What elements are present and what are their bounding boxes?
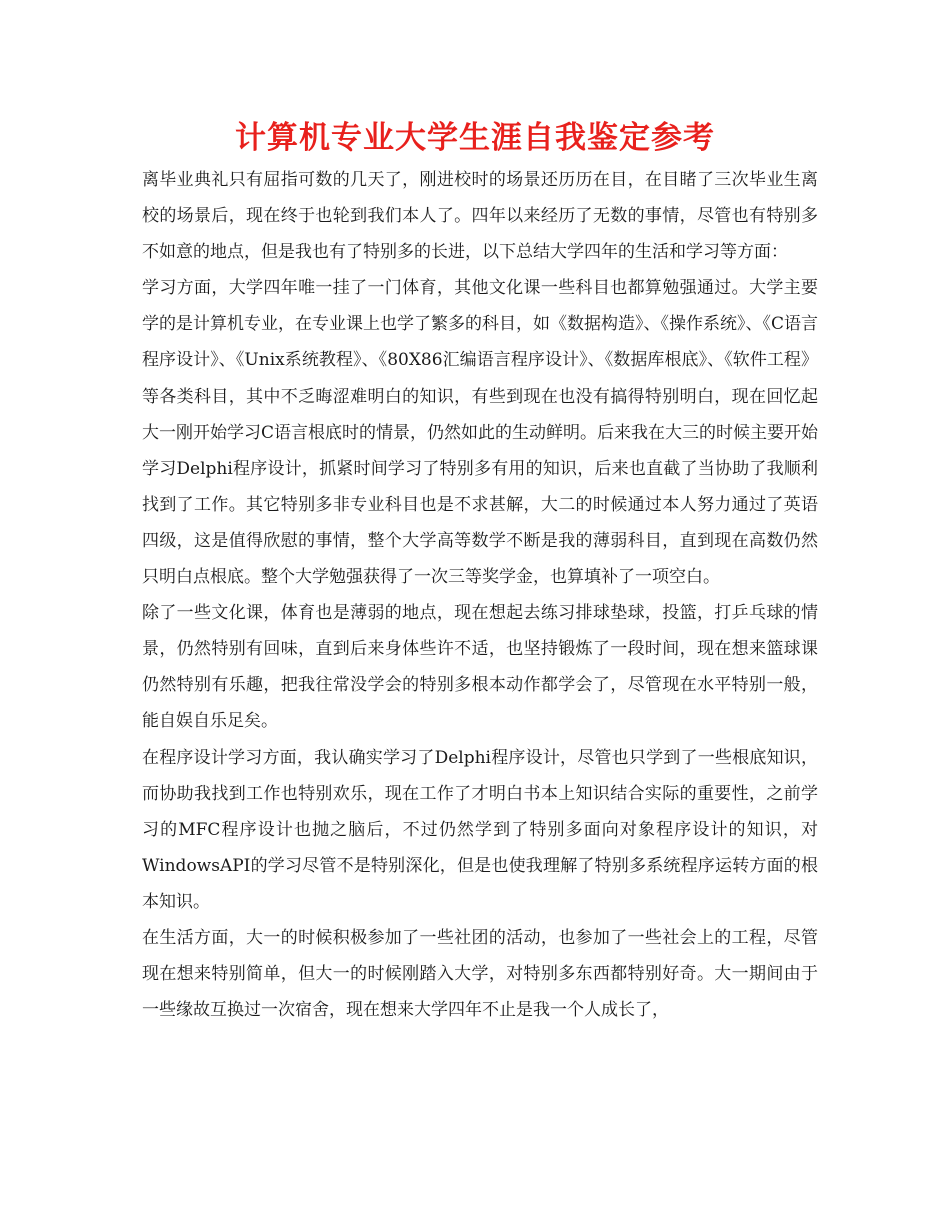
paragraph-intro: 离毕业典礼只有屈指可数的几天了，刚进校时的场景还历历在目，在目睹了三次毕业生离校的场景后，现在终于也轮到我们本人了。四年以来经历了无数的事情，尽管也有特别多不如意的地点，但是我也有了特别多的长进，以下总结大学四年的生活和学习等方面： [142,170,818,263]
paragraph-programming: 在程序设计学习方面，我认确实学习了Delphi程序设计，尽管也只学到了一些根底知识，而协助我找到工作也特别欢乐，现在工作了才明白书本上知识结合实际的重要性，之前学习的MFC程序设计也抛之脑后，不过仍然学到了特别多面向对象程序设计的知识，对WindowsAPI的学习尽管不是特别深化，但是也使我理解了特别多系统程序运转方面的根本知识。 [142,747,818,912]
paragraph-study: 学习方面，大学四年唯一挂了一门体育，其他文化课一些科目也都算勉强通过。大学主要学的是计算机专业，在专业课上也学了繁多的科目，如《数据构造》、《操作系统》、《C语言程序设计》、《Unix系统教程》、《80X86汇编语言程序设计》、《数据库根底》、《软件工程》等各类科目，其中不乏晦涩难明白的知识，有些到现在也没有搞得特别明白，现在回忆起大一刚开始学习C语言根底时的情景，仍然如此的生动鲜明。后来我在大三的时候主要开始学习Delphi程序设计，抓紧时间学习了特别多有用的知识，后来也直截了当协助了我顺利找到了工作。其它特别多非专业科目也是不求甚解，大二的时候通过本人努力通过了英语四级，这是值得欣慰的事情，整个大学高等数学不断是我的薄弱科目，直到现在高数仍然只明白点根底。整个大学勉强获得了一次三等奖学金，也算填补了一项空白。 [142,278,819,588]
document-body [142,162,818,1028]
document-title: 计算机专业大学生涯自我鉴定参考 [235,120,715,156]
paragraph-sports: 除了一些文化课，体育也是薄弱的地点，现在想起去练习排球垫球，投篮，打乒乓球的情景，仍然特别有回味，直到后来身体些许不适，也坚持锻炼了一段时间，现在想来篮球课仍然特别有乐趣，把我往常没学会的特别多根本动作都学会了，尽管现在水平特别一般，能自娱自乐足矣。 [142,603,818,732]
paragraph-life: 在生活方面，大一的时候积极参加了一些社团的活动，也参加了一些社会上的工程，尽管现在想来特别简单，但大一的时候刚踏入大学，对特别多东西都特别好奇。大一期间由于一些缘故互换过一次宿舍，现在想来大学四年不止是我一个人成长了， [142,927,818,1021]
